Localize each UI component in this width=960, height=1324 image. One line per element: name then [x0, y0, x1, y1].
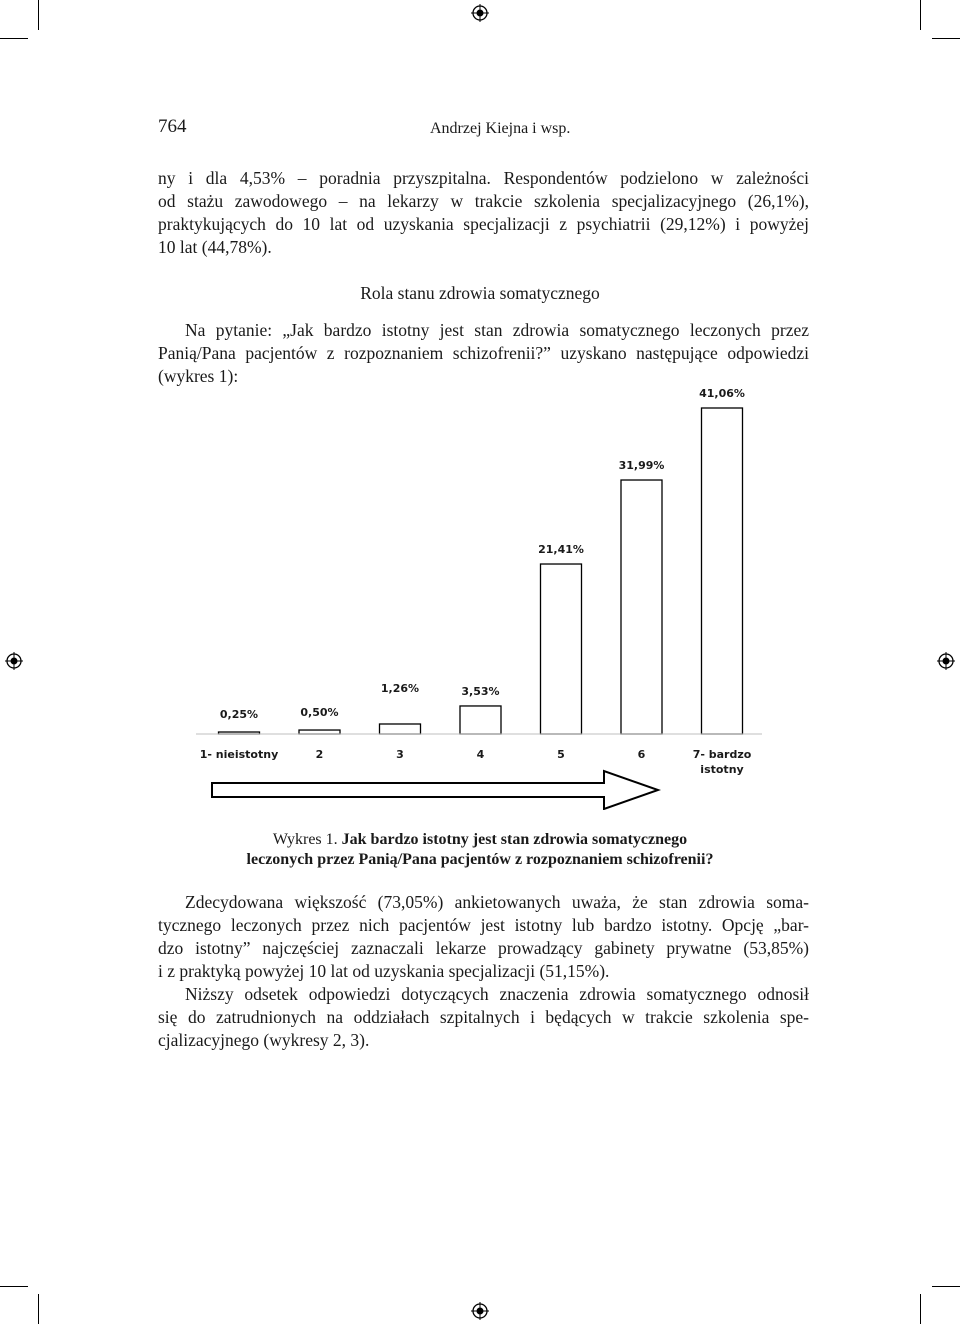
text-line: się do zatrudnionych na oddziałach szpitalnych i będących w trakcie szkolenia spe- [158, 1007, 809, 1027]
text-line: i z praktyką powyżej 10 lat od uzyskania specjalizacji (51,15%). [158, 961, 610, 981]
section-title: Rola stanu zdrowia somatycznego [360, 283, 600, 303]
crop-mark [932, 1286, 960, 1287]
registration-mark-icon [471, 1302, 489, 1320]
paragraph-question [158, 319, 809, 388]
crop-mark [920, 1294, 921, 1324]
registration-mark-icon [471, 4, 489, 22]
text-line: ny i dla 4,53% – poradnia przyszpitalna. Respondentów podzielono w zależności [158, 168, 809, 188]
bar-5 [541, 564, 582, 734]
page-number: 764 [158, 116, 187, 137]
figure-caption [0, 830, 960, 870]
text-line: praktykujących do 10 lat od uzyskania specjalizacji z psychiatrii (29,12%) i powyżej [158, 214, 809, 234]
text-line: dzo istotny” najczęściej zaznaczali lekarze prowadzący gabinety prywatne (53,85%) [158, 938, 809, 958]
bar-4 [460, 706, 501, 734]
crop-mark [932, 38, 960, 39]
caption-title-line-1: Jak bardzo istotny jest stan zdrowia somatycznego [337, 831, 688, 848]
category-label: 6 [637, 748, 646, 761]
arrow-icon [212, 771, 658, 809]
data-label: 0,25% [219, 708, 259, 722]
caption-title-line-2: leczonych przez Panią/Pana pacjentów z rozpoznaniem schizofrenii? [246, 851, 714, 868]
text-line: tycznego leczonych przez nich pacjentów jest istotny lub bardzo istotny. Opcję „bar- [158, 915, 809, 935]
bar-2 [299, 730, 340, 734]
paragraph-results [158, 891, 809, 983]
text-line: Na pytanie: „Jak bardzo istotny jest stan zdrowia somatycznego leczonych przez [185, 320, 809, 340]
text-line: 10 lat (44,78%). [158, 237, 272, 257]
bar-3 [380, 724, 421, 734]
category-label: 1- nieistotny [199, 748, 279, 761]
paragraph-intro [158, 167, 809, 259]
text-line: cjalizacyjnego (wykresy 2, 3). [158, 1030, 370, 1050]
category-label: 3 [396, 748, 404, 761]
running-header-authors: Andrzej Kiejna i wsp. [430, 120, 571, 137]
bar-chart [196, 380, 776, 810]
text-line: Zdecydowana większość (73,05%) ankietowanych uważa, że stan zdrowia soma- [185, 892, 809, 912]
text-line: (wykres 1): [158, 366, 239, 386]
data-label: 31,99% [618, 459, 665, 473]
data-label: 41,06% [699, 387, 745, 400]
data-label: 1,26% [380, 681, 420, 695]
category-label: 4 [476, 748, 485, 761]
category-label: 2 [315, 748, 324, 761]
text-line: Niższy odsetek odpowiedzi dotyczących znaczenia zdrowia somatycznego odnosił [185, 984, 809, 1004]
data-label: 21,41% [538, 543, 584, 557]
crop-mark [0, 38, 28, 39]
text-line: od stażu zawodowego – na lekarzy w trakcie szkolenia specjalizacyjnego (26,1%), [158, 191, 809, 211]
crop-mark [920, 0, 921, 30]
caption-label: Wykres 1. [272, 831, 338, 848]
category-label: 5 [557, 748, 565, 761]
bar-6 [621, 480, 662, 734]
data-label: 3,53% [461, 684, 500, 698]
paragraph-lower-share [158, 983, 809, 1052]
crop-mark [38, 0, 39, 30]
category-label: 7- bardzo [692, 748, 752, 761]
category-label: istotny [700, 763, 744, 776]
bar-7 [702, 408, 743, 734]
crop-mark [38, 1294, 39, 1324]
crop-mark [0, 1286, 28, 1287]
text-line: Panią/Pana pacjentów z rozpoznaniem schizofrenii?” uzyskano następujące odpowiedzi [158, 343, 809, 363]
data-label: 0,50% [300, 706, 339, 720]
registration-mark-icon [937, 652, 955, 670]
registration-mark-icon [5, 652, 23, 670]
